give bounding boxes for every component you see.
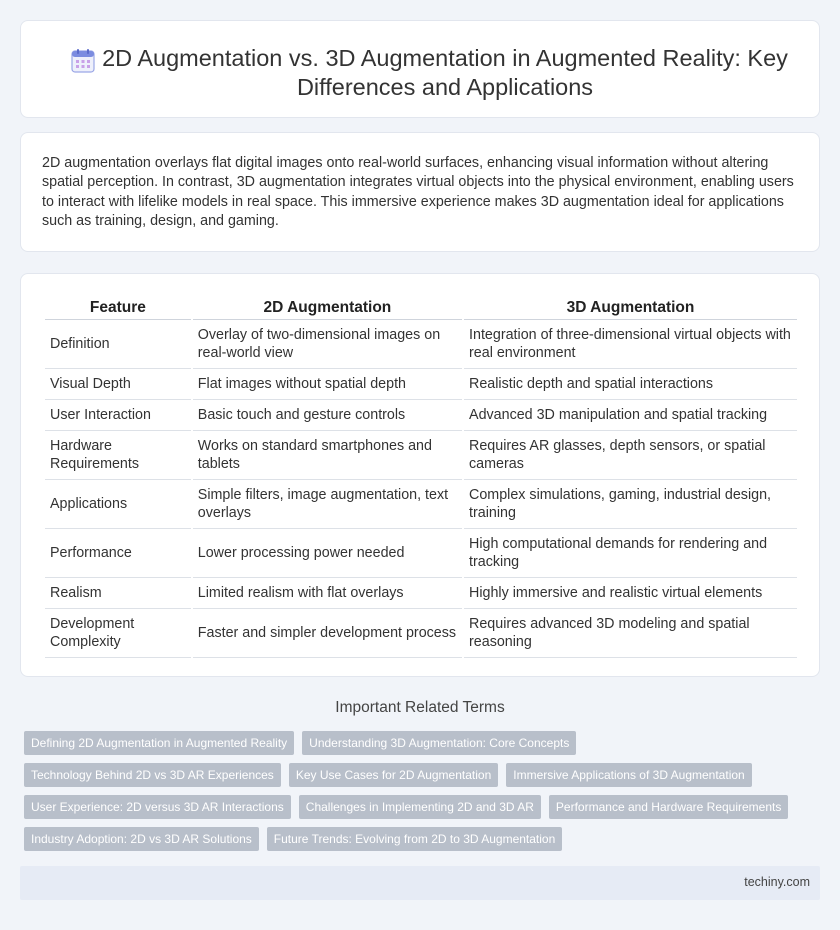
related-term-tag[interactable]: Performance and Hardware Requirements bbox=[549, 795, 788, 819]
related-term-tag[interactable]: User Experience: 2D versus 3D AR Interactions bbox=[24, 795, 291, 819]
page-title: 2D Augmentation vs. 3D Augmentation in Augmented Reality: Key Differences and Applications bbox=[102, 45, 788, 100]
comparison-table bbox=[43, 295, 799, 658]
table-header-row bbox=[45, 295, 797, 320]
3d-cell: High computational demands for rendering and tracking bbox=[464, 529, 797, 578]
tag-row bbox=[24, 795, 804, 819]
3d-cell: Complex simulations, gaming, industrial design, training bbox=[464, 480, 797, 529]
table-row bbox=[45, 609, 797, 658]
feature-cell: Definition bbox=[45, 320, 191, 369]
table-row bbox=[45, 480, 797, 529]
2d-cell: Basic touch and gesture controls bbox=[193, 400, 462, 431]
3d-cell: Requires advanced 3D modeling and spatial reasoning bbox=[464, 609, 797, 658]
tag-row bbox=[24, 763, 804, 787]
related-term-tag[interactable]: Immersive Applications of 3D Augmentation bbox=[506, 763, 751, 787]
feature-cell: Realism bbox=[45, 578, 191, 609]
header-3d: 3D Augmentation bbox=[464, 295, 797, 320]
table-row bbox=[45, 369, 797, 400]
intro-paragraph: 2D augmentation overlays flat digital images onto real-world surfaces, enhancing visual information without altering spatial perception. In contrast, 3D augmentation integrates virtual objects into the physical environment, enabling users to interact with lifelike models in real space. This immersive experience makes 3D augmentation ideal for applications such as training, design, and gaming. bbox=[42, 155, 794, 230]
table-row bbox=[45, 431, 797, 480]
2d-cell: Faster and simpler development process bbox=[193, 609, 462, 658]
related-term-tag[interactable]: Understanding 3D Augmentation: Core Concepts bbox=[302, 731, 576, 755]
footer-site-link[interactable]: techiny.com bbox=[744, 875, 810, 889]
3d-cell: Integration of three-dimensional virtual objects with real environment bbox=[464, 320, 797, 369]
related-terms-tags bbox=[24, 731, 804, 859]
2d-cell: Simple filters, image augmentation, text overlays bbox=[193, 480, 462, 529]
tag-row bbox=[24, 731, 804, 755]
comparison-table-card bbox=[20, 273, 820, 677]
related-term-tag[interactable]: Industry Adoption: 2D vs 3D AR Solutions bbox=[24, 827, 259, 851]
3d-cell: Requires AR glasses, depth sensors, or spatial cameras bbox=[464, 431, 797, 480]
table-row bbox=[45, 529, 797, 578]
header-card bbox=[20, 20, 820, 118]
header-feature: Feature bbox=[45, 295, 191, 320]
tag-row bbox=[24, 827, 804, 851]
header-2d: 2D Augmentation bbox=[193, 295, 462, 320]
2d-cell: Works on standard smartphones and tablets bbox=[193, 431, 462, 480]
2d-cell: Limited realism with flat overlays bbox=[193, 578, 462, 609]
related-term-tag[interactable]: Challenges in Implementing 2D and 3D AR bbox=[299, 795, 541, 819]
feature-cell: Hardware Requirements bbox=[45, 431, 191, 480]
feature-cell: Applications bbox=[45, 480, 191, 529]
table-row bbox=[45, 578, 797, 609]
feature-cell: Performance bbox=[45, 529, 191, 578]
feature-cell: Development Complexity bbox=[45, 609, 191, 658]
related-term-tag[interactable]: Future Trends: Evolving from 2D to 3D Augmentation bbox=[267, 827, 562, 851]
intro-card bbox=[20, 132, 820, 252]
2d-cell: Lower processing power needed bbox=[193, 529, 462, 578]
related-term-tag[interactable]: Technology Behind 2D vs 3D AR Experiences bbox=[24, 763, 281, 787]
related-terms-heading: Important Related Terms bbox=[335, 699, 505, 716]
footer bbox=[20, 866, 820, 900]
related-term-tag[interactable]: Defining 2D Augmentation in Augmented Reality bbox=[24, 731, 294, 755]
feature-cell: Visual Depth bbox=[45, 369, 191, 400]
related-term-tag[interactable]: Key Use Cases for 2D Augmentation bbox=[289, 763, 498, 787]
3d-cell: Advanced 3D manipulation and spatial tracking bbox=[464, 400, 797, 431]
3d-cell: Highly immersive and realistic virtual elements bbox=[464, 578, 797, 609]
2d-cell: Flat images without spatial depth bbox=[193, 369, 462, 400]
table-row bbox=[45, 400, 797, 431]
feature-cell: User Interaction bbox=[45, 400, 191, 431]
table-row bbox=[45, 320, 797, 369]
2d-cell: Overlay of two-dimensional images on real-world view bbox=[193, 320, 462, 369]
3d-cell: Realistic depth and spatial interactions bbox=[464, 369, 797, 400]
